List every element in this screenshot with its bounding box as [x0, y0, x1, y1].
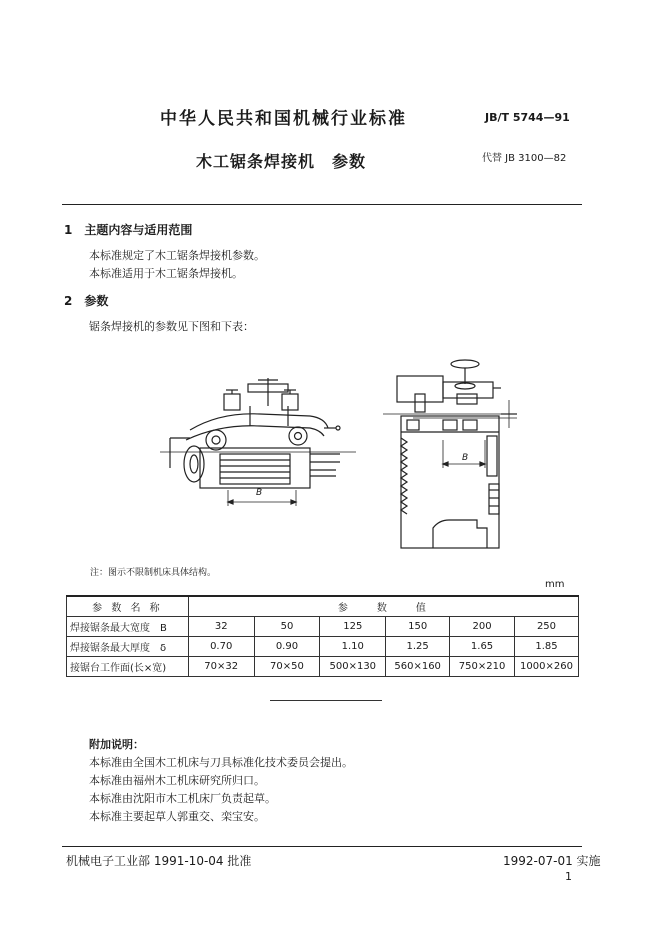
appendix-line-2: 本标准由福州木工机床研究所归口。	[89, 774, 265, 787]
appendix-line-1: 本标准由全国木工机床与刀具标准化技术委员会提出。	[89, 756, 353, 769]
section-1-para-2: 本标准适用于木工锯条焊接机。	[89, 267, 243, 280]
cell: 1.65	[450, 637, 515, 657]
appendix-line-4: 本标准主要起草人郭重交、栾宝安。	[89, 810, 265, 823]
cell: 70×32	[188, 657, 254, 677]
replaces-standard: 代替 JB 3100—82	[482, 153, 567, 164]
footer-rule	[62, 846, 582, 847]
cell: 70×50	[254, 657, 320, 677]
cell: 32	[188, 617, 254, 637]
cell: 50	[254, 617, 320, 637]
section-1-heading: 1 主题内容与适用范围	[64, 223, 193, 237]
cell: 1.10	[320, 637, 386, 657]
section-2-para-1: 锯条焊接机的参数见下图和下表：	[89, 320, 254, 333]
cell: 150	[386, 617, 450, 637]
dimension-label-right: B	[462, 453, 469, 463]
cell: 0.70	[188, 637, 254, 657]
figure-note: 注：图示不限制机床具体结构。	[90, 568, 217, 578]
table-header-values: 参 数 值	[188, 596, 578, 617]
section-1-para-1: 本标准规定了木工锯条焊接机参数。	[89, 249, 265, 262]
table-row	[67, 657, 579, 677]
table-header-name: 参 数 名 称	[67, 596, 189, 617]
parameter-table	[66, 595, 579, 677]
appendix-heading: 附加说明：	[89, 738, 144, 751]
cell: 1000×260	[514, 657, 578, 677]
table-row	[67, 637, 579, 657]
dimension-label-left: B	[256, 488, 263, 498]
document-title: 木工锯条焊接机 参数	[196, 152, 367, 171]
row-name: 焊接锯条最大宽度 B	[67, 617, 189, 637]
machine-side-view-drawing	[383, 358, 528, 553]
table-row	[67, 617, 579, 637]
section-2-heading: 2 参数	[64, 294, 109, 308]
page-number: 1	[565, 870, 572, 883]
cell: 750×210	[450, 657, 515, 677]
cell: 560×160	[386, 657, 450, 677]
cell: 200	[450, 617, 515, 637]
row-name: 接锯台工作面(长×宽)	[67, 657, 189, 677]
cell: 125	[320, 617, 386, 637]
cell: 1.85	[514, 637, 578, 657]
cell: 1.25	[386, 637, 450, 657]
implementation-date: 1992-07-01 实施	[503, 854, 601, 868]
header-rule	[62, 204, 582, 205]
machine-front-view-drawing	[160, 378, 360, 528]
cell: 250	[514, 617, 578, 637]
cell: 500×130	[320, 657, 386, 677]
cell: 0.90	[254, 637, 320, 657]
standard-number: JB/T 5744—91	[485, 111, 570, 124]
table-unit: mm	[545, 579, 565, 590]
approval-date: 机械电子工业部 1991-10-04 批准	[66, 854, 252, 868]
appendix-line-3: 本标准由沈阳市木工机床厂负责起草。	[89, 792, 276, 805]
table-end-rule	[270, 700, 382, 701]
issuing-body: 中华人民共和国机械行业标准	[160, 109, 407, 129]
row-name: 焊接锯条最大厚度 δ	[67, 637, 189, 657]
